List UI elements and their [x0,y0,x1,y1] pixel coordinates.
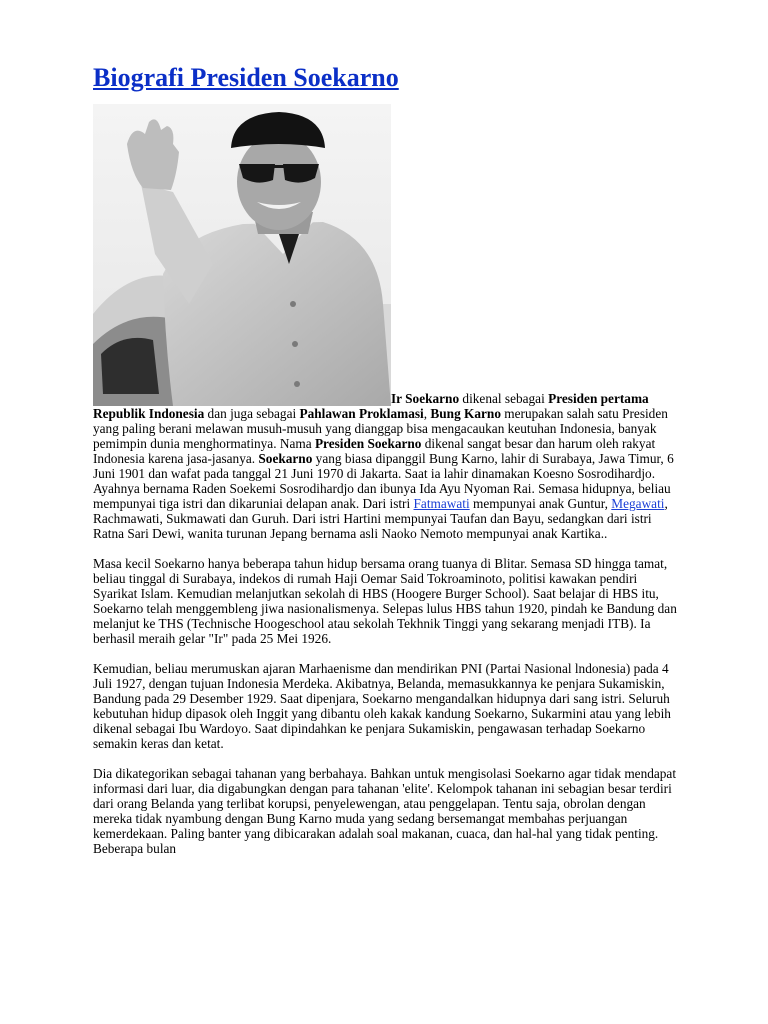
text: dikenal sebagai [459,391,549,406]
text-bold: Ir Soekarno [391,391,460,406]
text-bold: Presiden pertama Republik Indonesia [93,391,649,421]
link-megawati[interactable]: Megawati [611,496,665,511]
text-bold: Presiden Soekarno [314,436,422,451]
soekarno-photo [93,104,391,406]
text-bold: Pahlawan Proklamasi [299,406,424,421]
title-link[interactable]: Biografi Presiden Soekarno [93,63,399,92]
text: mempunyai anak Guntur, [469,496,612,511]
text: , [423,406,431,421]
link-fatmawati[interactable]: Fatmawati [413,496,470,511]
text: , Rachmawati, Sukmawati dan Guruh. Dari istri Hartini mempunyai Taufan dan Bayu, sedangkan dari istri Ratna Sari Dewi, wanita turunan Jepang bernama asli Naoko Nemoto mempunyai anak Kartika.. [93,496,668,541]
text: yang biasa dipanggil Bung Karno, lahir di Surabaya, Jawa Timur, 6 Juni 1901 dan wafat pada tanggal 21 Juni 1970 di Jakarta. Saat ia lahir dinamakan Koesno Sosrodihardjo. Ayahnya bernama Raden Soekemi Sosrodihardjo dan ibunya Ida Ayu Nyoman Rai. Semasa hidupnya, beliau mempunyai tiga istri dan dikaruniai delapan anak. Dari istri [93,451,674,511]
document-page [93,62,678,856]
paragraph-prison: Dia dikategorikan sebagai tahanan yang berbahaya. Bahkan untuk mengisolasi Soekarno agar tidak mendapat informasi dari luar, dia digabungkan dengan para tahanan 'elite'. Kelompok tahanan ini sebagian besar terdiri dari orang Belanda yang terlibat korupsi, penyelewengan, atau penggelapan. Tentu saja, obrolan dengan mereka tidak nyambung dengan Bung Karno muda yang sedang bersemangat membahas perjuangan kemerdekaan. Paling banter yang dibicarakan adalah soal makanan, cuaca, dan hal-hal yang tidak penting. Beberapa bulan [93,766,677,856]
text-bold: Bung Karno [430,406,501,421]
paragraph-childhood: Masa kecil Soekarno hanya beberapa tahun hidup bersama orang tuanya di Blitar. Semasa SD hingga tamat, beliau tinggal di Surabaya, indekos di rumah Haji Oemar Said Tokroaminoto, politisi kawakan pendiri Syarikat Islam. Kemudian melanjutkan sekolah di HBS (Hoogere Burger School). Saat belajar di HBS itu, Soekarno telah menggembleng jiwa nasionalismenya. Selepas lulus HBS tahun 1920, pindah ke Bandung dan melanjut ke THS (Technische Hoogeschool atau sekolah Tekhnik Tinggi yang sekarang menjadi ITB). Ia berhasil meraih gelar "Ir" pada 25 Mei 1926. [93,556,677,646]
text: merupakan salah satu Presiden yang paling berani melawan musuh-musuh yang dianggap bisa mengacaukan keutuhan Indonesia, banyak pemimpin dunia menghormatinya. Nama [93,406,668,451]
text: dan juga sebagai [204,406,300,421]
intro-paragraph [93,104,678,541]
page-title [93,62,678,94]
portrait-image [93,104,391,406]
paragraph-pni: Kemudian, beliau merumuskan ajaran Marhaenisme dan mendirikan PNI (Partai Nasional lndonesia) pada 4 Juli 1927, dengan tujuan Indonesia Merdeka. Akibatnya, Belanda, memasukkannya ke penjara Sukamiskin, Bandung pada 29 Desember 1929. Saat dipenjara, Soekarno mengandalkan hidupnya dari sang istri. Seluruh kebutuhan hidup dipasok oleh Inggit yang dibantu oleh kakak kandung Soekarno, Sukarmini atau yang lebih dikenal sebagai Ibu Wardoyo. Saat dipindahkan ke penjara Sukamiskin, pengawasan terhadap Soekarno semakin keras dan ketat. [93,661,671,751]
text: dikenal sangat besar dan harum oleh rakyat Indonesia karena jasa-jasanya. [93,436,656,466]
text-bold: Soekarno [258,451,313,466]
